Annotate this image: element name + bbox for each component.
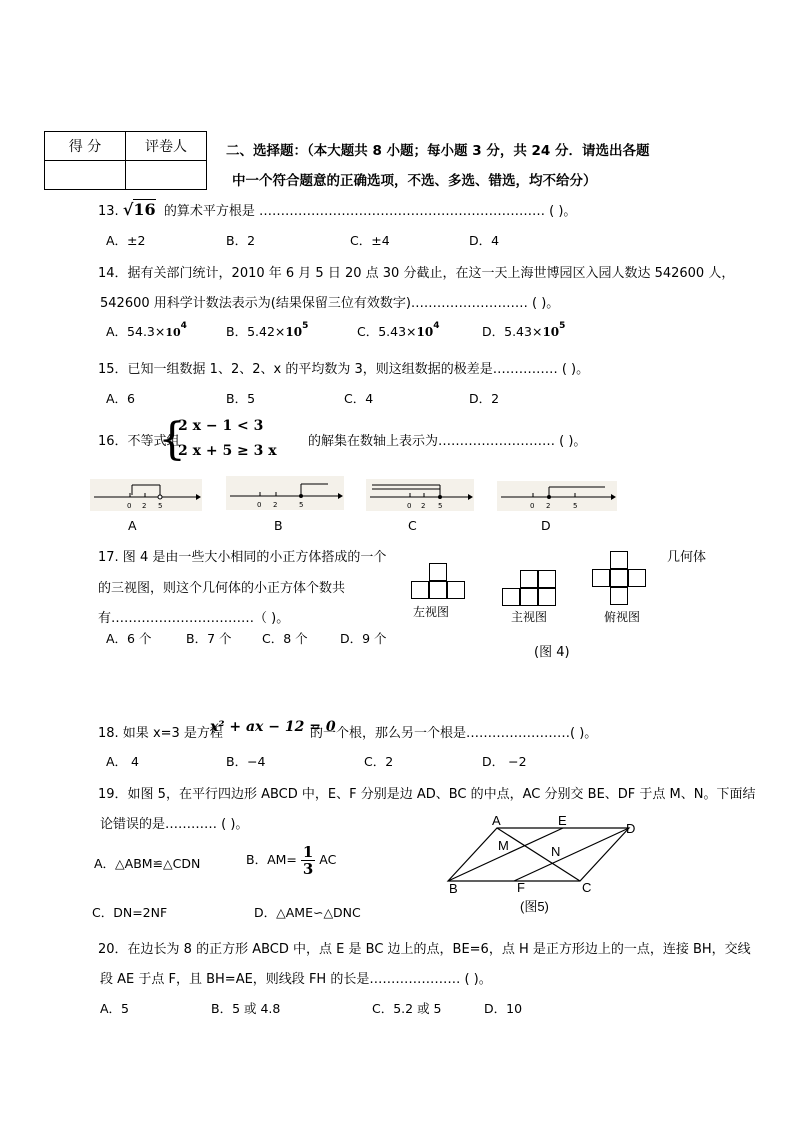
question-13 — [98, 200, 576, 219]
q13-option-d[interactable]: D．4 — [469, 233, 500, 248]
sqrt-expression: √16 — [122, 200, 156, 219]
parallelogram-figure — [440, 810, 640, 920]
q14-option-c[interactable]: C．$5.43\times 10^4$ — [357, 320, 440, 339]
q17-option-a[interactable]: A．6 个 — [106, 631, 152, 646]
q15-option-d[interactable]: D．2 — [469, 391, 500, 406]
number-line-c[interactable] — [366, 479, 474, 511]
point-f: F — [517, 880, 525, 895]
q20-option-b[interactable]: B．5 或 4.8 — [211, 1001, 281, 1016]
q19-option-b[interactable]: B．AM= $\frac{1}{3}$ AC — [246, 843, 337, 878]
q17-option-d[interactable]: D．9 个 — [340, 631, 387, 646]
q20-option-d[interactable]: D．10 — [484, 1001, 523, 1016]
number-line-d-svg — [497, 481, 617, 511]
question-20-line2: 段 AE 于点 F，且 BH=AE，则线段 FH 的长是………………… ( )。 — [100, 972, 492, 987]
number-line-c-svg — [366, 479, 474, 511]
tick-0: 0 — [407, 502, 412, 510]
question-number: 13. — [98, 204, 119, 219]
q19-option-d[interactable]: D．△AME∽△DNC — [254, 905, 361, 920]
q16-label-b: B — [274, 518, 283, 533]
number-line-a[interactable] — [90, 479, 202, 511]
figure-4-caption: (图 4) — [534, 645, 570, 660]
point-n: N — [551, 844, 561, 859]
segment-df — [514, 828, 629, 881]
question-17-line1: 17. 图 4 是由一些大小相同的小正方体搭成的一个 — [98, 550, 387, 565]
q14-option-a[interactable]: A．$54.3\times 10^4$ — [106, 320, 187, 339]
section-heading-line2: 中一个符合题意的正确选项，不选、多选、错选，均不给分） — [232, 173, 597, 189]
section-heading-line1: 二、选择题：（本大题共 8 小题；每小题 3 分，共 24 分．请选出各题 — [226, 143, 650, 159]
q20-option-c[interactable]: C．5.2 或 5 — [372, 1001, 442, 1016]
tick-2: 2 — [273, 501, 278, 509]
tick-0: 0 — [127, 502, 132, 510]
q18-option-b[interactable]: B．−4 — [226, 754, 266, 769]
point-d: D — [626, 821, 636, 836]
grader-header: 评卷人 — [126, 132, 207, 161]
segment-be — [448, 828, 563, 881]
tick-2: 2 — [142, 502, 147, 510]
point-m: M — [498, 838, 509, 853]
tick-0: 0 — [257, 501, 262, 509]
q19-option-a[interactable]: A．△ABM≌△CDN — [94, 856, 201, 871]
q16-label-c: C — [408, 518, 417, 533]
q13-option-c[interactable]: C．±4 — [350, 233, 390, 248]
figure-5-caption: (图5) — [520, 899, 549, 914]
top-view-label: 俯视图 — [604, 610, 641, 624]
q17-option-b[interactable]: B．7 个 — [186, 631, 232, 646]
q14-option-d[interactable]: D．$5.43\times 10^5$ — [482, 320, 566, 339]
q13-option-a[interactable]: A．±2 — [106, 233, 146, 248]
q15-option-b[interactable]: B．5 — [226, 391, 256, 406]
score-table — [44, 131, 207, 190]
tick-2: 2 — [546, 502, 551, 510]
question-14-line2: 542600 用科学计数法表示为(结果保留三位有效数字)……………………… ( )。 — [100, 296, 560, 311]
tick-5: 5 — [438, 502, 443, 510]
q18-option-a[interactable]: A． 4 — [106, 754, 139, 769]
point-a: A — [492, 813, 501, 828]
q15-option-a[interactable]: A．6 — [106, 391, 136, 406]
question-text: 的算术平方根是 ………………………………………………………… ( )。 — [163, 204, 577, 219]
q20-option-a[interactable]: A．5 — [100, 1001, 130, 1016]
question-17-line2: 的三视图，则这个几何体的小正方体个数共 — [98, 581, 346, 596]
grader-cell — [126, 161, 207, 190]
point-c: C — [582, 880, 592, 895]
number-line-b[interactable] — [226, 476, 344, 510]
diagonal-ac — [497, 828, 580, 881]
question-19-line2: 论错误的是………… ( )。 — [100, 817, 249, 832]
score-cell — [45, 161, 126, 190]
tick-5: 5 — [573, 502, 578, 510]
inequality-1: 2 x − 1 < 3 — [178, 418, 264, 434]
q18-option-d[interactable]: D． −2 — [482, 754, 527, 769]
q13-option-b[interactable]: B．2 — [226, 233, 256, 248]
question-17-line1-tail: 几何体 — [667, 550, 707, 565]
q18-option-c[interactable]: C．2 — [364, 754, 394, 769]
brace: { — [158, 414, 186, 465]
q17-option-c[interactable]: C．8 个 — [262, 631, 308, 646]
number-line-a-svg — [90, 479, 202, 511]
tick-5: 5 — [299, 501, 304, 509]
left-view-label: 左视图 — [413, 605, 450, 619]
question-15: 15．已知一组数据 1、2、2、x 的平均数为 3，则这组数据的极差是…………… ( )。 — [98, 362, 590, 377]
question-16-suffix: 的解集在数轴上表示为……………………… ( )。 — [308, 434, 587, 449]
equation: x² + ax − 12 = 0 — [210, 719, 336, 735]
score-header: 得 分 — [45, 132, 126, 161]
question-17-line3: 有……………………………（ )。 — [98, 611, 290, 626]
question-16-prefix: 16．不等式组 — [98, 434, 180, 449]
front-view-label: 主视图 — [511, 610, 548, 624]
q19-option-c[interactable]: C．DN=2NF — [92, 905, 168, 920]
question-14-line1: 14．据有关部门统计，2010 年 6 月 5 日 20 点 30 分截止，在这一天上海世博园区入园人数达 542600 人， — [98, 266, 735, 281]
q16-label-d: D — [541, 518, 551, 533]
question-19-line1: 19．如图 5，在平行四边形 ABCD 中，E、F 分别是边 AD、BC 的中点，AC 分别交 BE、DF 于点 M、N。下面结 — [98, 787, 756, 802]
fraction-one-third: $\frac{1}{3}$ — [302, 843, 314, 878]
point-b: B — [449, 881, 458, 896]
q16-label-a: A — [128, 518, 137, 533]
question-20-line1: 20．在边长为 8 的正方形 ABCD 中，点 E 是 BC 边上的点，BE=6，点 H 是正方形边上的一点，连接 BH，交线 — [98, 942, 751, 957]
tick-0: 0 — [530, 502, 535, 510]
question-18-suffix: 的一个根，那么另一个根是……………………( )。 — [310, 726, 598, 741]
tick-2: 2 — [421, 502, 426, 510]
number-line-d[interactable] — [497, 481, 617, 511]
inequality-2: 2 x + 5 ≥ 3 x — [178, 443, 277, 459]
number-line-b-svg — [226, 476, 344, 510]
tick-5: 5 — [158, 502, 163, 510]
q14-option-b[interactable]: B．$5.42\times 10^5$ — [226, 320, 309, 339]
point-e: E — [558, 813, 567, 828]
q15-option-c[interactable]: C．4 — [344, 391, 374, 406]
question-18-prefix: 18. 如果 x=3 是方程 — [98, 726, 223, 741]
